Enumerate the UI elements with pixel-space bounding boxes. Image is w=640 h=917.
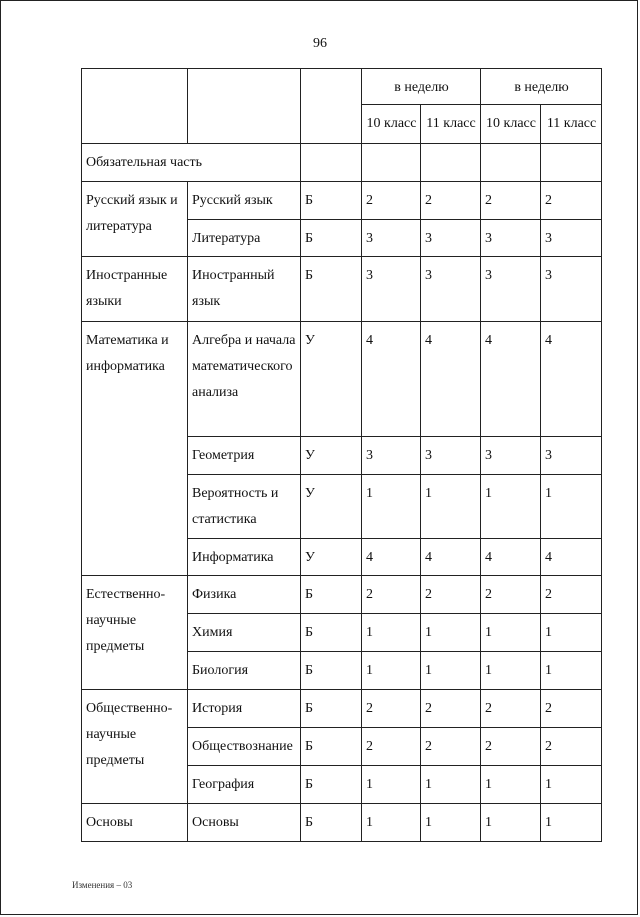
hours-cell: 2: [362, 576, 421, 614]
hours-cell: 1: [481, 804, 541, 842]
hours-cell: 2: [421, 182, 481, 220]
subject-row: [82, 804, 602, 842]
level: У: [301, 539, 362, 576]
hours-cell: 1: [541, 652, 602, 690]
subject-row: [82, 182, 602, 220]
hours-cell: 1: [362, 475, 421, 539]
header-class: 10 класс: [362, 105, 421, 144]
hours-cell: 4: [362, 539, 421, 576]
hours-cell: 2: [362, 690, 421, 728]
hours-cell: 1: [541, 766, 602, 804]
subject-row: [82, 257, 602, 322]
subject-row: [82, 322, 602, 437]
hours-cell: 1: [541, 475, 602, 539]
hours-cell: 2: [481, 690, 541, 728]
header-per-week-1: в неделю: [362, 69, 481, 105]
hours-cell: 2: [541, 182, 602, 220]
hours-cell: 1: [481, 614, 541, 652]
hours-cell: 1: [362, 804, 421, 842]
subject-row: [82, 576, 602, 614]
level: Б: [301, 182, 362, 220]
subject-name: Алгебра и начала математического анализа: [188, 322, 301, 437]
subject-name: Геометрия: [188, 437, 301, 475]
page-number: 96: [313, 36, 327, 51]
subject-name: Информатика: [188, 539, 301, 576]
section-row: [82, 144, 602, 182]
hours-cell: 3: [421, 220, 481, 257]
hours-cell: 4: [421, 539, 481, 576]
hours-cell: 3: [541, 220, 602, 257]
hours-cell: 3: [421, 257, 481, 322]
hours-cell: 1: [541, 614, 602, 652]
hours-cell: 4: [421, 322, 481, 437]
level: У: [301, 322, 362, 437]
area-name: Общественно-научные предметы: [82, 690, 188, 804]
hours-cell: 1: [362, 652, 421, 690]
hours-cell: 2: [541, 576, 602, 614]
hours-cell: 3: [481, 220, 541, 257]
area-name: Естественно-научные предметы: [82, 576, 188, 690]
hours-cell: 3: [481, 257, 541, 322]
hours-cell: 2: [421, 690, 481, 728]
empty-cell: [481, 144, 541, 182]
hours-cell: 1: [421, 652, 481, 690]
subject-name: Биология: [188, 652, 301, 690]
header-empty-subject: [188, 69, 301, 144]
empty-cell: [301, 144, 362, 182]
hours-cell: 1: [481, 475, 541, 539]
subject-row: [82, 690, 602, 728]
subject-name: Иностранный язык: [188, 257, 301, 322]
level: Б: [301, 766, 362, 804]
level: Б: [301, 220, 362, 257]
header-row-1: [82, 69, 602, 105]
hours-cell: 1: [421, 614, 481, 652]
subject-name: Литература: [188, 220, 301, 257]
level: У: [301, 475, 362, 539]
level: Б: [301, 257, 362, 322]
section-title: Обязательная часть: [82, 144, 301, 182]
hours-cell: 3: [362, 220, 421, 257]
subject-name: Обществознание: [188, 728, 301, 766]
level: Б: [301, 804, 362, 842]
subject-name: Физика: [188, 576, 301, 614]
hours-cell: 2: [481, 728, 541, 766]
hours-cell: 2: [362, 182, 421, 220]
level: Б: [301, 652, 362, 690]
hours-cell: 1: [421, 475, 481, 539]
hours-cell: 4: [541, 322, 602, 437]
hours-cell: 3: [481, 437, 541, 475]
header-class: 10 класс: [481, 105, 541, 144]
hours-cell: 2: [481, 182, 541, 220]
hours-cell: 2: [421, 728, 481, 766]
hours-cell: 1: [541, 804, 602, 842]
empty-cell: [362, 144, 421, 182]
hours-cell: 3: [541, 437, 602, 475]
hours-cell: 1: [481, 652, 541, 690]
header-class: 11 класс: [541, 105, 602, 144]
area-name: Русский язык и литература: [82, 182, 188, 257]
empty-cell: [541, 144, 602, 182]
hours-cell: 4: [362, 322, 421, 437]
footer-note: Изменения – 03: [72, 880, 133, 890]
header-empty-level: [301, 69, 362, 144]
subject-name: Русский язык: [188, 182, 301, 220]
level: Б: [301, 614, 362, 652]
hours-cell: 4: [541, 539, 602, 576]
level: Б: [301, 576, 362, 614]
curriculum-table: [81, 68, 602, 842]
subject-name: География: [188, 766, 301, 804]
area-name: Математика и информатика: [82, 322, 188, 576]
level: Б: [301, 728, 362, 766]
header-class: 11 класс: [421, 105, 481, 144]
hours-cell: 1: [421, 766, 481, 804]
hours-cell: 2: [481, 576, 541, 614]
subject-name: Химия: [188, 614, 301, 652]
header-empty-area: [82, 69, 188, 144]
hours-cell: 1: [362, 766, 421, 804]
hours-cell: 3: [421, 437, 481, 475]
hours-cell: 3: [362, 437, 421, 475]
hours-cell: 2: [541, 728, 602, 766]
subject-name: Основы: [188, 804, 301, 842]
level: У: [301, 437, 362, 475]
hours-cell: 2: [421, 576, 481, 614]
hours-cell: 1: [481, 766, 541, 804]
area-name: Основы: [82, 804, 188, 842]
hours-cell: 2: [362, 728, 421, 766]
hours-cell: 2: [541, 690, 602, 728]
header-per-week-2: в неделю: [481, 69, 602, 105]
hours-cell: 1: [362, 614, 421, 652]
area-name: Иностранные языки: [82, 257, 188, 322]
hours-cell: 3: [541, 257, 602, 322]
hours-cell: 4: [481, 539, 541, 576]
hours-cell: 4: [481, 322, 541, 437]
subject-name: Вероятность и статистика: [188, 475, 301, 539]
hours-cell: 3: [362, 257, 421, 322]
subject-name: История: [188, 690, 301, 728]
hours-cell: 1: [421, 804, 481, 842]
empty-cell: [421, 144, 481, 182]
level: Б: [301, 690, 362, 728]
